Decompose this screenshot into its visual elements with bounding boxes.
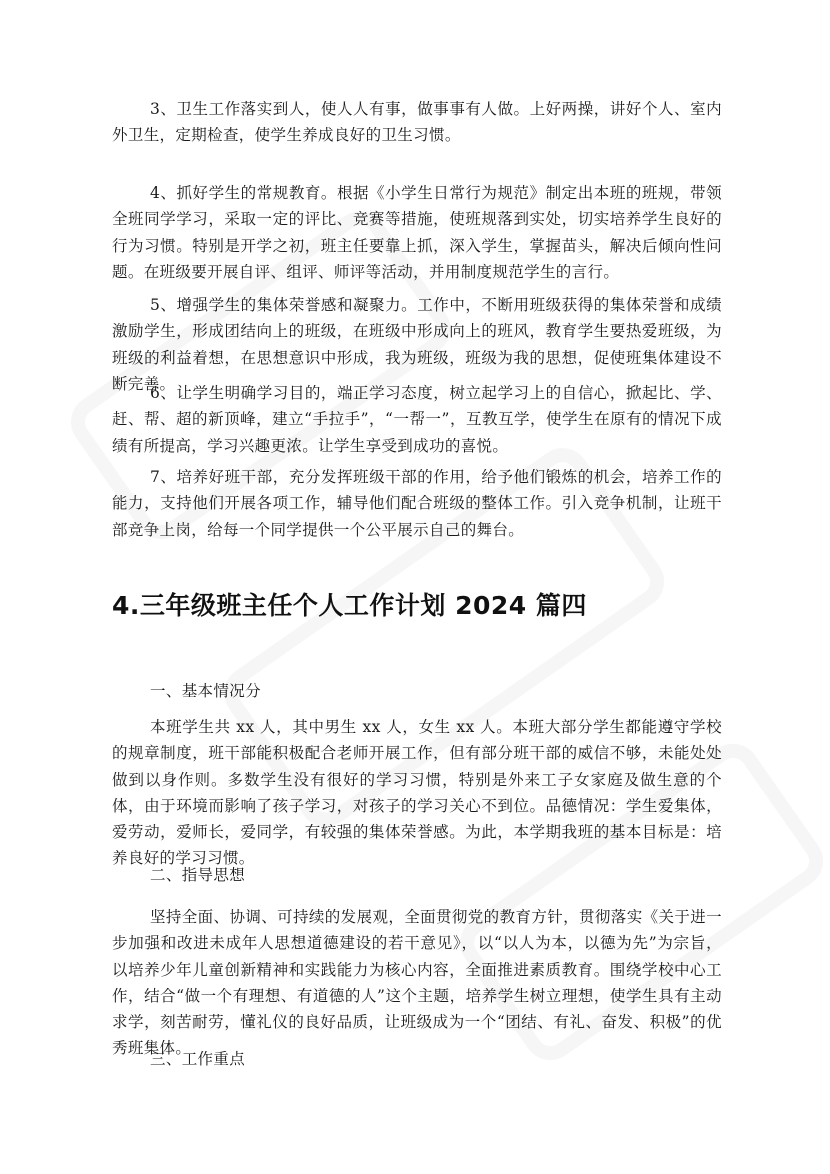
paragraph-guiding-ideology: 坚持全面、协调、可持续的发展观，全面贯彻党的教育方针，贯彻落实《关于进一步加强和改进未成年人思想道德建设的若干意见》，以“以人为本，以德为先”为宗旨，以培养少年儿童创新精神和实践能力为核心内容，全面推进素质教育。围绕学校中心工作，结合“做一个有理想、有道德的人”这个主题，培养学生树立理想，使学生具有主动求学，刻苦耐劳，懂礼仪的良好品质，让班级成为一个“团结、有礼、奋发、积极”的优秀班集体。 [112, 908, 722, 1058]
paragraph-item-6: 6、让学生明确学习目的，端正学习态度，树立起学习上的自信心，掀起比、学、赶、帮、超的新顶峰，建立“手拉手”，“一帮一”，互教互学，使学生在原有的情况下成绩有所提高，学习兴趣更浓。让学生享受到成功的喜悦。 [112, 384, 722, 455]
paragraph-item-3: 3、卫生工作落实到人，使人人有事，做事事有人做。上好两操，讲好个人、室内外卫生，定期检查，使学生养成良好的卫生习惯。 [112, 100, 722, 145]
subheading-basic-situation: 一、基本情况分 [150, 682, 261, 700]
paragraph-item-4: 4、抓好学生的常规教育。根据《小学生日常行为规范》制定出本班的班规，带领全班同学学习，采取一定的评比、竞赛等措施，使班规落到实处，切实培养学生良好的行为习惯。特别是开学之初，班主任要靠上抓，深入学生，掌握苗头，解决后倾向性问题。在班级要开展自评、组评、师评等活动，并用制度规范学生的言行。 [112, 184, 722, 281]
section-title: 4.三年级班主任个人工作计划 2024 篇四 [112, 591, 587, 620]
subheading-work-focus: 三、工作重点 [150, 1050, 246, 1068]
paragraph-item-5: 5、增强学生的集体荣誉感和凝聚力。工作中，不断用班级获得的集体荣誉和成绩激励学生，形成团结向上的班级，在班级中形成向上的班风，教育学生要热爱班级，为班级的利益着想，在思想意识中形成，我为班级，班级为我的思想，促使班集体建设不断完善。 [112, 296, 722, 393]
paragraph-item-7: 7、培养好班干部，充分发挥班级干部的作用，给予他们锻炼的机会，培养工作的能力，支持他们开展各项工作，辅导他们配合班级的整体工作。引入竞争机制，让班干部竞争上岗，给每一个同学提供一个公平展示自己的舞台。 [112, 468, 722, 539]
paragraph-basic-situation: 本班学生共 xx 人，其中男生 xx 人，女生 xx 人。本班大部分学生都能遵守学校的规章制度，班干部能积极配合老师开展工作，但有部分班干部的威信不够，未能处处做到以身作则。多数学生没有很好的学习习惯，特别是外来工子女家庭及做生意的个体，由于环境而影响了孩子学习，对孩子的学习关心不到位。品德情况：学生爱集体，爱劳动，爱师长，爱同学，有较强的集体荣誉感。为此，本学期我班的基本目标是：培养良好的学习习惯。 [112, 718, 722, 868]
subheading-guiding-ideology: 二、指导思想 [150, 866, 246, 884]
